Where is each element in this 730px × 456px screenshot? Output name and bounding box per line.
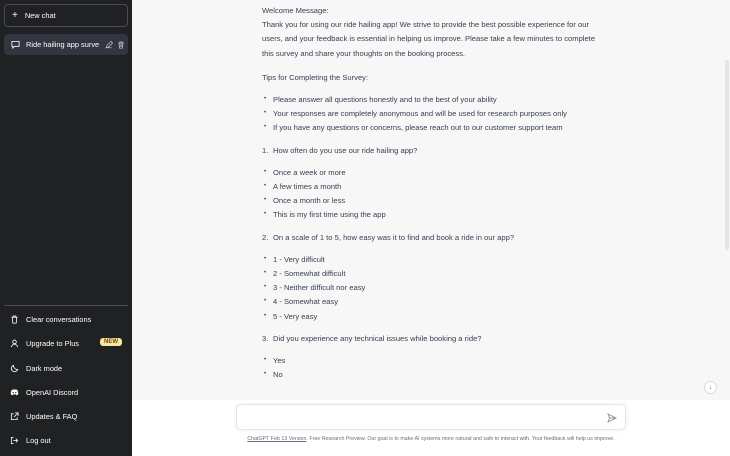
log-out-icon bbox=[10, 436, 19, 445]
welcome-title: Welcome Message: bbox=[262, 6, 329, 15]
updates-faq-button[interactable] bbox=[4, 406, 128, 426]
question-number: 2. bbox=[262, 232, 269, 242]
plus-icon: + bbox=[12, 9, 18, 21]
list-item: • Once a week or more bbox=[262, 166, 602, 180]
trash-icon bbox=[10, 315, 19, 324]
footer-text: . Free Research Preview. Our goal is to make AI systems more natural and safe to interact with. Your feedback will help us improve. bbox=[306, 436, 615, 442]
scrollbar[interactable] bbox=[724, 0, 730, 400]
chat-bubble-icon bbox=[11, 40, 20, 49]
question-text: Did you experience any technical issues while booking a ride? bbox=[273, 333, 482, 343]
scrollbar-thumb[interactable] bbox=[725, 60, 729, 250]
list-item: • Once a month or less bbox=[262, 194, 602, 208]
list-item: • Please answer all questions honestly and to the best of your ability bbox=[262, 93, 602, 107]
sidebar bbox=[0, 0, 132, 456]
message-input[interactable] bbox=[236, 404, 626, 430]
question-2 bbox=[262, 231, 602, 245]
question-text: On a scale of 1 to 5, how easy was it to find and book a ride in our app? bbox=[273, 232, 515, 242]
log-out-button[interactable] bbox=[4, 430, 128, 450]
send-icon[interactable] bbox=[607, 413, 617, 423]
footer-disclaimer bbox=[132, 436, 730, 442]
scroll-down-button[interactable] bbox=[704, 381, 717, 394]
list-item: • Your responses are completely anonymous and will be used for research purposes only bbox=[262, 107, 602, 121]
upgrade-label: Upgrade to Plus bbox=[26, 338, 79, 348]
trash-icon[interactable] bbox=[117, 41, 125, 49]
list-item: • A few times a month bbox=[262, 180, 602, 194]
new-badge: NEW bbox=[100, 338, 122, 346]
external-link-icon bbox=[10, 412, 19, 421]
list-item: • 5 - Very easy bbox=[262, 310, 602, 324]
list-item: • 3 - Neither difficult nor easy bbox=[262, 281, 602, 295]
arrow-down-icon: ↓ bbox=[708, 384, 713, 391]
list-item: • If you have any questions or concerns, please reach out to our customer support team bbox=[262, 121, 602, 135]
list-item: • No bbox=[262, 368, 602, 382]
log-out-label: Log out bbox=[26, 435, 51, 445]
upgrade-to-plus-button[interactable] bbox=[4, 333, 128, 353]
conversation-item[interactable] bbox=[4, 34, 128, 55]
clear-conversations-label: Clear conversations bbox=[26, 314, 92, 324]
list-item: • 2 - Somewhat difficult bbox=[262, 267, 602, 281]
new-chat-button[interactable] bbox=[4, 4, 128, 27]
question-1 bbox=[262, 144, 602, 158]
dark-mode-button[interactable] bbox=[4, 358, 128, 378]
question-text: How often do you use our ride hailing app? bbox=[273, 145, 418, 155]
clear-conversations-button[interactable] bbox=[4, 309, 128, 329]
main-area bbox=[132, 0, 730, 456]
question-number: 3. bbox=[262, 333, 269, 343]
message-content bbox=[262, 4, 602, 382]
conversation-title: Ride hailing app surve bbox=[26, 40, 100, 49]
new-chat-label: New chat bbox=[24, 11, 56, 20]
question-number: 1. bbox=[262, 145, 269, 155]
list-item: • 1 - Very difficult bbox=[262, 253, 602, 267]
list-item: • Yes bbox=[262, 354, 602, 368]
list-item: • This is my first time using the app bbox=[262, 208, 602, 222]
tips-title: Tips for Completing the Survey: bbox=[262, 72, 369, 82]
discord-icon bbox=[10, 388, 19, 397]
discord-label: OpenAI Discord bbox=[26, 387, 79, 397]
version-link[interactable]: ChatGPT Feb 13 Version bbox=[247, 436, 307, 442]
user-icon bbox=[10, 339, 19, 348]
moon-icon bbox=[10, 364, 19, 373]
discord-button[interactable] bbox=[4, 382, 128, 402]
welcome-body: Thank you for using our ride hailing app! We strive to provide the best possible experience for our users, and your feedback is essential in helping us improve. Please take a few minutes to complete this survey and share your thoughts on the booking process. bbox=[262, 20, 596, 58]
edit-icon[interactable] bbox=[105, 41, 113, 49]
question-3 bbox=[262, 332, 602, 346]
list-item: • 4 - Somewhat easy bbox=[262, 295, 602, 309]
dark-mode-label: Dark mode bbox=[26, 363, 63, 373]
updates-faq-label: Updates & FAQ bbox=[26, 411, 78, 421]
sidebar-divider bbox=[4, 305, 128, 306]
